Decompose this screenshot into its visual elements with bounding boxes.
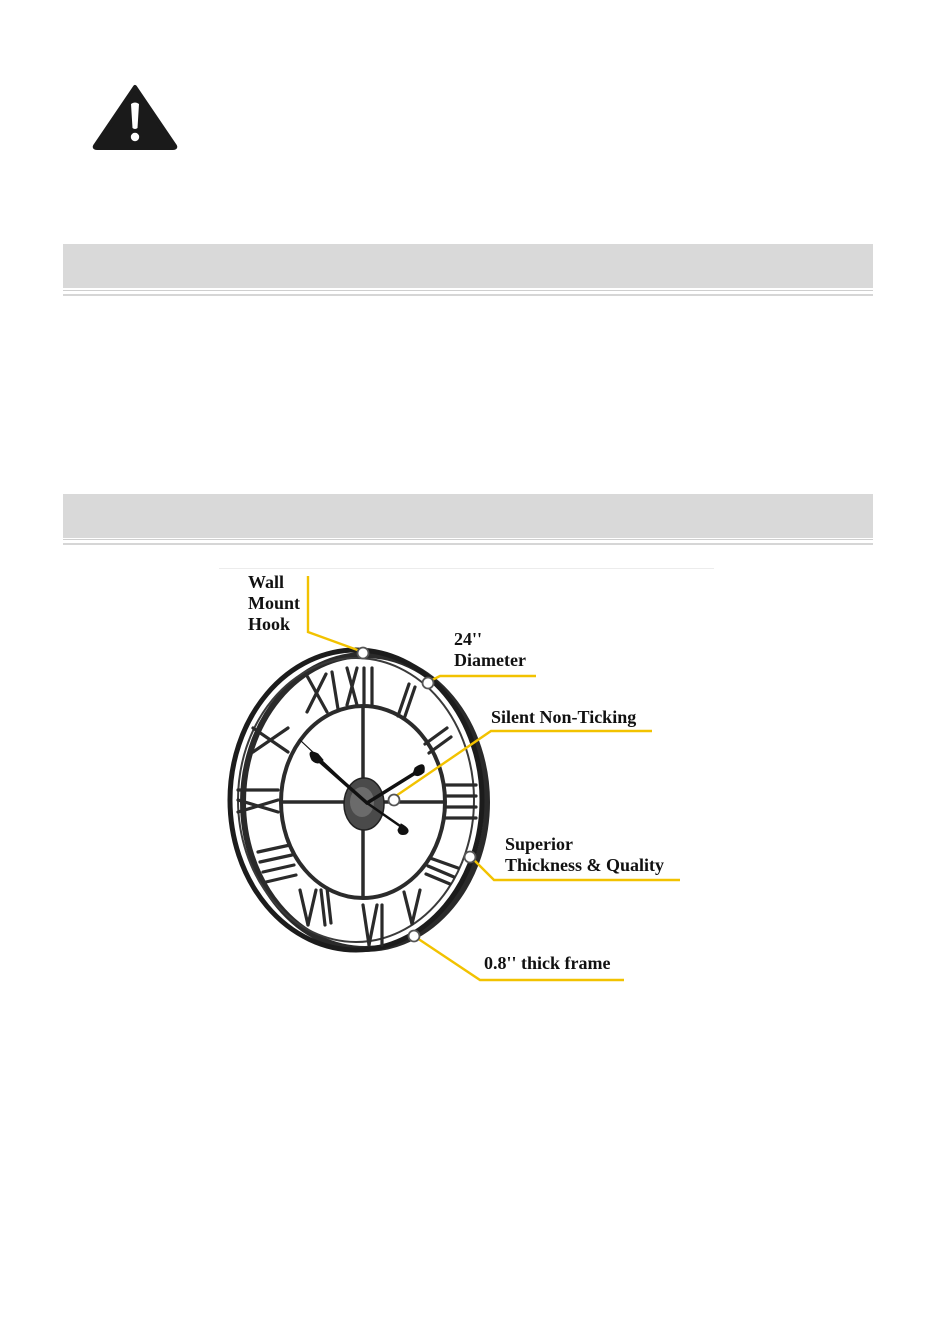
numeral-vii [300, 888, 331, 925]
numeral-x [253, 728, 288, 752]
callout-wall-mount-hook: Wall Mount Hook [248, 572, 301, 634]
callout-diameter: 24'' Diameter [454, 629, 526, 670]
callout-silent-non-ticking: Silent Non-Ticking [491, 707, 637, 727]
numeral-xi [306, 672, 338, 712]
numeral-ii [425, 728, 451, 753]
section-header-bar [63, 494, 873, 538]
warning-triangle-icon [92, 84, 178, 150]
section-divider [63, 290, 873, 296]
numeral-i [398, 684, 415, 719]
callout-frame-thickness: 0.8'' thick frame [484, 953, 611, 973]
numeral-xii [347, 668, 372, 705]
numeral-v [404, 890, 420, 924]
section-header-bar [63, 244, 873, 288]
callout-thickness-quality: Superior Thickness & Quality [505, 834, 665, 875]
section-divider [63, 539, 873, 545]
numeral-iii [446, 785, 476, 818]
